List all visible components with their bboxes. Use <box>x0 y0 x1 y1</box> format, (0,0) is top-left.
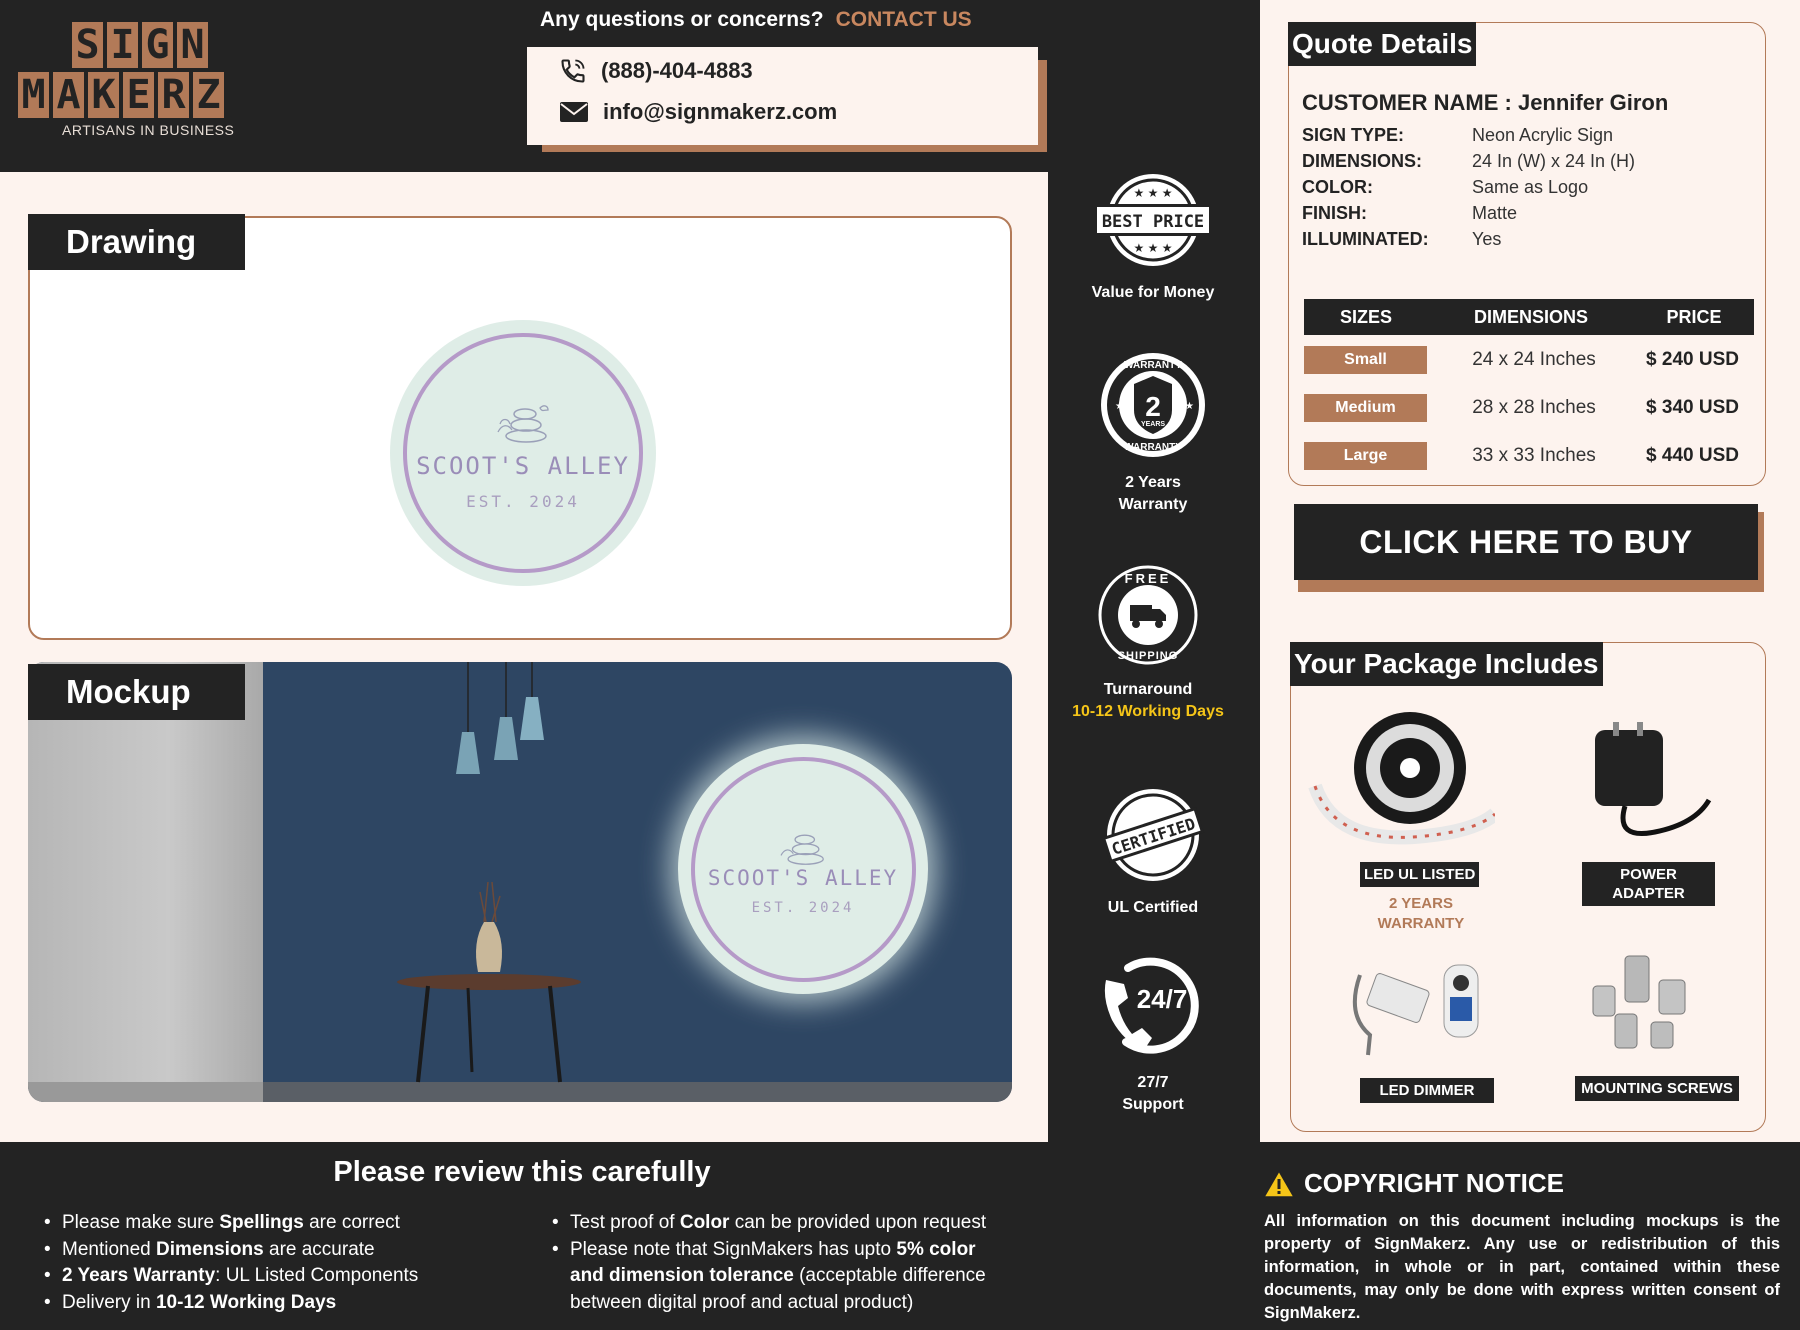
quote-details-title: Quote Details <box>1288 22 1476 66</box>
warranty-icon <box>1098 350 1208 460</box>
price-row-large[interactable]: Large 33 x 33 Inches $ 440 USD <box>1304 442 1754 470</box>
free-shipping-icon <box>1096 563 1200 667</box>
led-strip-icon <box>1305 706 1495 856</box>
pendant-lamps-icon <box>428 662 588 782</box>
drawing-heading: Drawing <box>28 214 245 270</box>
review-list-left <box>44 1210 544 1316</box>
size-medium-pill: Medium <box>1304 394 1427 422</box>
phone-icon <box>559 57 587 85</box>
contact-box <box>527 47 1038 145</box>
svg-text:★ ★ ★: ★ ★ ★ <box>1133 186 1173 200</box>
svg-text:★ ★ ★: ★ ★ ★ <box>1133 241 1173 255</box>
badge-ul-certified: CERTIFIED UL Certified <box>1073 785 1233 919</box>
badge-best-price: BEST PRICE ★ ★ ★ ★ ★ ★ Value for Money <box>1073 170 1233 304</box>
sign-brand-name: SCOOT'S ALLEY <box>416 452 630 481</box>
email-line[interactable] <box>559 99 837 125</box>
sign-mockup <box>678 744 928 994</box>
review-list-right: • Test proof of Color can be provided upon request • Please note that SignMakers has upto 5% color and dimension tolerance (acceptable difference between digital proof and actual product) <box>552 1210 1052 1316</box>
sign-drawing <box>390 320 656 586</box>
led-dimmer-icon <box>1340 955 1490 1075</box>
spec-dimensions: DIMENSIONS: 24 In (W) x 24 In (H) <box>1302 151 1636 171</box>
email-address: info@signmakerz.com <box>603 99 838 124</box>
support-icon <box>1098 950 1208 1060</box>
mockup-side-wall <box>28 662 263 1102</box>
email-icon <box>559 100 589 124</box>
mockup-scene <box>28 662 1012 1102</box>
mounting-screws-icon <box>1585 950 1705 1060</box>
badge-warranty: 2 YEARS WARRANTY WARRANTY ★★ ★★ 2 Years Warranty <box>1073 350 1233 516</box>
price-table-header: SIZES DIMENSIONS PRICE <box>1304 299 1754 335</box>
package-led-label: LED UL LISTED <box>1360 862 1479 887</box>
svg-text:CERTIFIED: CERTIFIED <box>1109 813 1198 859</box>
svg-text:★★: ★★ <box>1176 401 1194 412</box>
sign-brand-name: SCOOT'S ALLEY <box>707 866 899 890</box>
svg-text:BEST PRICE: BEST PRICE <box>1101 212 1205 232</box>
logo-row-makerz: M A K E R Z <box>18 72 273 118</box>
contact-us-link[interactable]: CONTACT US <box>835 8 972 31</box>
svg-text:YEARS: YEARS <box>1140 421 1166 428</box>
stones-icon <box>488 394 558 444</box>
sign-established: EST. 2024 <box>751 900 855 916</box>
review-item: • Delivery in 10-12 Working Days <box>44 1290 544 1317</box>
spec-finish: FINISH: Matte <box>1302 203 1518 223</box>
svg-text:SHIPPING: SHIPPING <box>1117 650 1179 662</box>
phone-line[interactable] <box>559 57 753 85</box>
package-adapter-label: POWER ADAPTER <box>1582 862 1715 906</box>
review-item: • Mentioned Dimensions are accurate <box>44 1237 544 1264</box>
table-vase-icon <box>388 882 598 1102</box>
package-screws-label: MOUNTING SCREWS <box>1575 1076 1739 1101</box>
warning-icon <box>1262 1169 1296 1199</box>
review-item: • Please note that SignMakers has upto 5% color <box>552 1237 1052 1264</box>
review-title: Please review this carefully <box>333 1156 711 1188</box>
review-item: • 2 Years Warranty: UL Listed Components <box>44 1263 544 1290</box>
size-large-pill: Large <box>1304 442 1427 470</box>
click-here-to-buy-button[interactable]: CLICK HERE TO BUY <box>1294 504 1758 580</box>
price-row-medium[interactable]: Medium 28 x 28 Inches $ 340 USD <box>1304 394 1754 422</box>
size-small-pill: Small <box>1304 346 1427 374</box>
spec-color: COLOR: Same as Logo <box>1302 177 1589 197</box>
best-price-icon <box>1091 170 1215 270</box>
mockup-heading: Mockup <box>28 664 245 720</box>
svg-text:WARRANTY: WARRANTY <box>1124 442 1182 453</box>
customer-name: CUSTOMER NAME : Jennifer Giron <box>1302 90 1669 115</box>
phone-number: (888)-404-4883 <box>601 58 753 83</box>
svg-text:24/7: 24/7 <box>1136 984 1188 1014</box>
power-adapter-icon <box>1575 720 1715 850</box>
certified-icon <box>1101 785 1205 885</box>
signmakerz-logo[interactable] <box>18 22 273 162</box>
logo-row-sign: S I G N <box>18 22 273 68</box>
svg-text:★★: ★★ <box>1115 401 1133 412</box>
review-item: • Test proof of Color can be provided upon request <box>552 1210 1052 1237</box>
svg-text:WARRANTY: WARRANTY <box>1124 360 1182 371</box>
copyright-title: COPYRIGHT NOTICE <box>1262 1168 1564 1199</box>
svg-text:FREE: FREE <box>1124 571 1172 586</box>
package-led-warranty: 2 YEARS WARRANTY <box>1377 895 1465 932</box>
stones-icon <box>771 822 835 866</box>
package-title: Your Package Includes <box>1290 642 1603 686</box>
sign-established: EST. 2024 <box>466 492 580 512</box>
copyright-text: All information on this document including mockups is the property of SignMakerz. Any use or redistribution of this information, in whole or in part, contained within these documents, may only be done with express written consent of SignMakerz. <box>1264 1212 1780 1322</box>
badge-free-shipping: FREE SHIPPING Turnaround 10-12 Working Days <box>1068 563 1228 723</box>
package-dimmer-label: LED DIMMER <box>1360 1078 1494 1103</box>
spec-illuminated: ILLUMINATED: Yes <box>1302 229 1502 249</box>
svg-text:2: 2 <box>1145 391 1161 422</box>
logo-tagline: ARTISANS IN BUSINESS <box>62 122 235 138</box>
badge-support: 24/7 27/7 Support <box>1073 950 1233 1116</box>
price-row-small[interactable]: Small 24 x 24 Inches $ 240 USD <box>1304 346 1754 374</box>
contact-question: Any questions or concerns? CONTACT US <box>540 8 972 31</box>
review-item: • Please make sure Spellings are correct <box>44 1210 544 1237</box>
spec-sign-type: SIGN TYPE: Neon Acrylic Sign <box>1302 125 1614 145</box>
